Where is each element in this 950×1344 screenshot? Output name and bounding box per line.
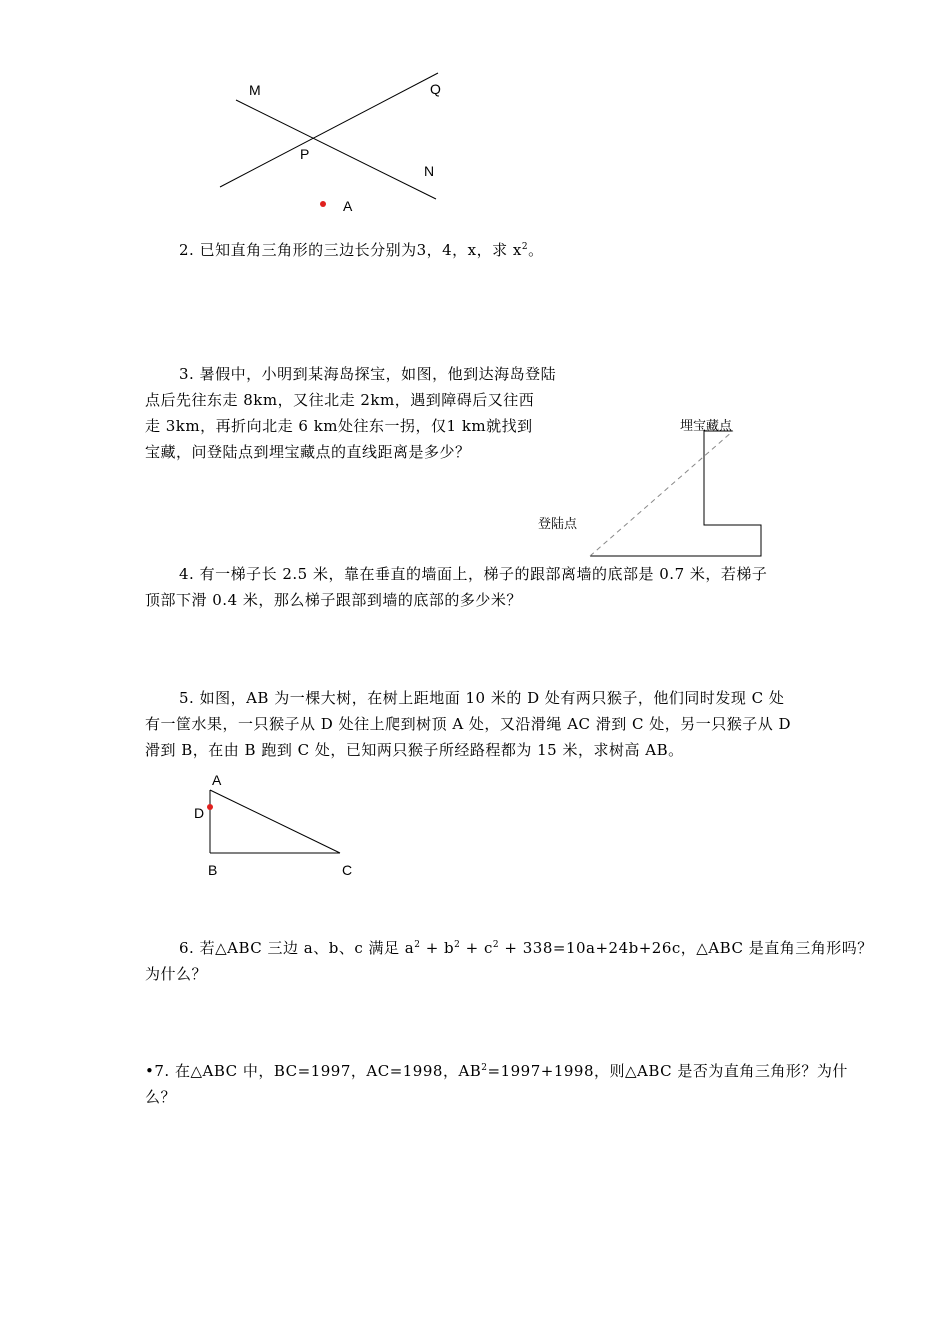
label-c-tree: C xyxy=(342,862,353,878)
question-6-line-2: 为什么？ xyxy=(145,965,208,983)
question-7-number: •7. xyxy=(145,1062,170,1080)
question-2-sup: 2 xyxy=(521,242,529,252)
question-7-pre: 在△ABC 中，BC=1997，AC=1998，AB xyxy=(174,1062,482,1080)
question-3-line-4: 宝藏，问登陆点到埋宝藏点的直线距离是多少？ xyxy=(145,443,471,461)
figure-treasure-path xyxy=(580,425,780,565)
question-2-end: 。 xyxy=(528,241,544,259)
question-3-number: 3. xyxy=(179,365,195,383)
point-a-dot xyxy=(320,201,326,207)
label-d-tree: D xyxy=(194,805,205,821)
direct-distance-dashed xyxy=(590,431,733,556)
question-2-number: 2. xyxy=(179,241,195,259)
question-7-sup: 2 xyxy=(481,1063,488,1073)
question-4 xyxy=(145,561,825,613)
question-4-line-2: 顶部下滑 0.4 米，那么梯子跟部到墙的底部的多少米？ xyxy=(145,591,522,609)
label-p: P xyxy=(300,146,310,162)
question-6-sup-3: 2 xyxy=(492,940,500,950)
label-a: A xyxy=(343,198,353,214)
question-5-line-3: 滑到 B，在由 B 跑到 C 处，已知两只猴子所经路程都为 15 米，求树高 AB。 xyxy=(145,741,684,759)
question-7-post: =1997+1998，则△ABC 是否为直角三角形？为什 xyxy=(487,1062,848,1080)
label-a-tree: A xyxy=(212,772,222,788)
label-m: M xyxy=(249,82,261,98)
question-4-number: 4. xyxy=(179,565,195,583)
question-5-number: 5. xyxy=(179,689,195,707)
figure-intersecting-lines xyxy=(200,60,460,230)
question-5-line-2: 有一筐水果，一只猴子从 D 处往上爬到树顶 A 处，又沿滑绳 AC 滑到 C 处，另一只猴子从 D xyxy=(145,715,792,733)
question-2-text: 已知直角三角形的三边长分别为3，4，x，求 x xyxy=(199,241,522,259)
figure-tree-triangle xyxy=(200,780,350,860)
question-6-mid-1: + b xyxy=(420,939,455,957)
label-q: Q xyxy=(430,81,441,97)
label-n: N xyxy=(424,163,435,179)
question-6-sup-2: 2 xyxy=(454,940,461,950)
treasure-path xyxy=(590,431,761,556)
question-6 xyxy=(145,935,873,987)
question-4-line-1: 有一梯子长 2.5 米，靠在垂直的墙面上，梯子的跟部离墙的底部是 0.7 米，若梯子 xyxy=(199,565,768,583)
question-3-line-2: 点后先往东走 8km，又往北走 2km，遇到障碍后又往西 xyxy=(145,391,535,409)
question-6-post: + 338=10a+24b+26c，△ABC 是直角三角形吗？ xyxy=(499,939,873,957)
question-7-line-2: 么？ xyxy=(145,1088,177,1106)
point-d-dot xyxy=(207,804,213,810)
label-b-tree: B xyxy=(208,862,218,878)
question-3 xyxy=(145,361,605,465)
question-6-number: 6. xyxy=(179,939,195,957)
question-3-line-1: 暑假中，小明到某海岛探宝，如图，他到达海岛登陆 xyxy=(199,365,557,383)
segment-ac xyxy=(210,790,340,853)
question-5 xyxy=(145,685,825,763)
question-7 xyxy=(145,1058,848,1110)
question-3-line-3: 走 3km，再折向北走 6 km处往东一拐，仅1 km就找到 xyxy=(145,417,533,435)
question-2 xyxy=(145,237,825,263)
question-6-sup-1: 2 xyxy=(414,940,421,950)
question-6-pre: 若△ABC 三边 a、b、c 满足 a xyxy=(199,939,415,957)
label-landing-point: 登陆点 xyxy=(538,517,578,532)
question-5-line-1: 如图，AB 为一棵大树，在树上距地面 10 米的 D 处有两只猴子，他们同时发现 C 处 xyxy=(199,689,785,707)
line-mn xyxy=(236,100,436,199)
question-6-mid-2: + c xyxy=(460,939,493,957)
label-treasure-point: 埋宝藏点 xyxy=(680,419,733,434)
